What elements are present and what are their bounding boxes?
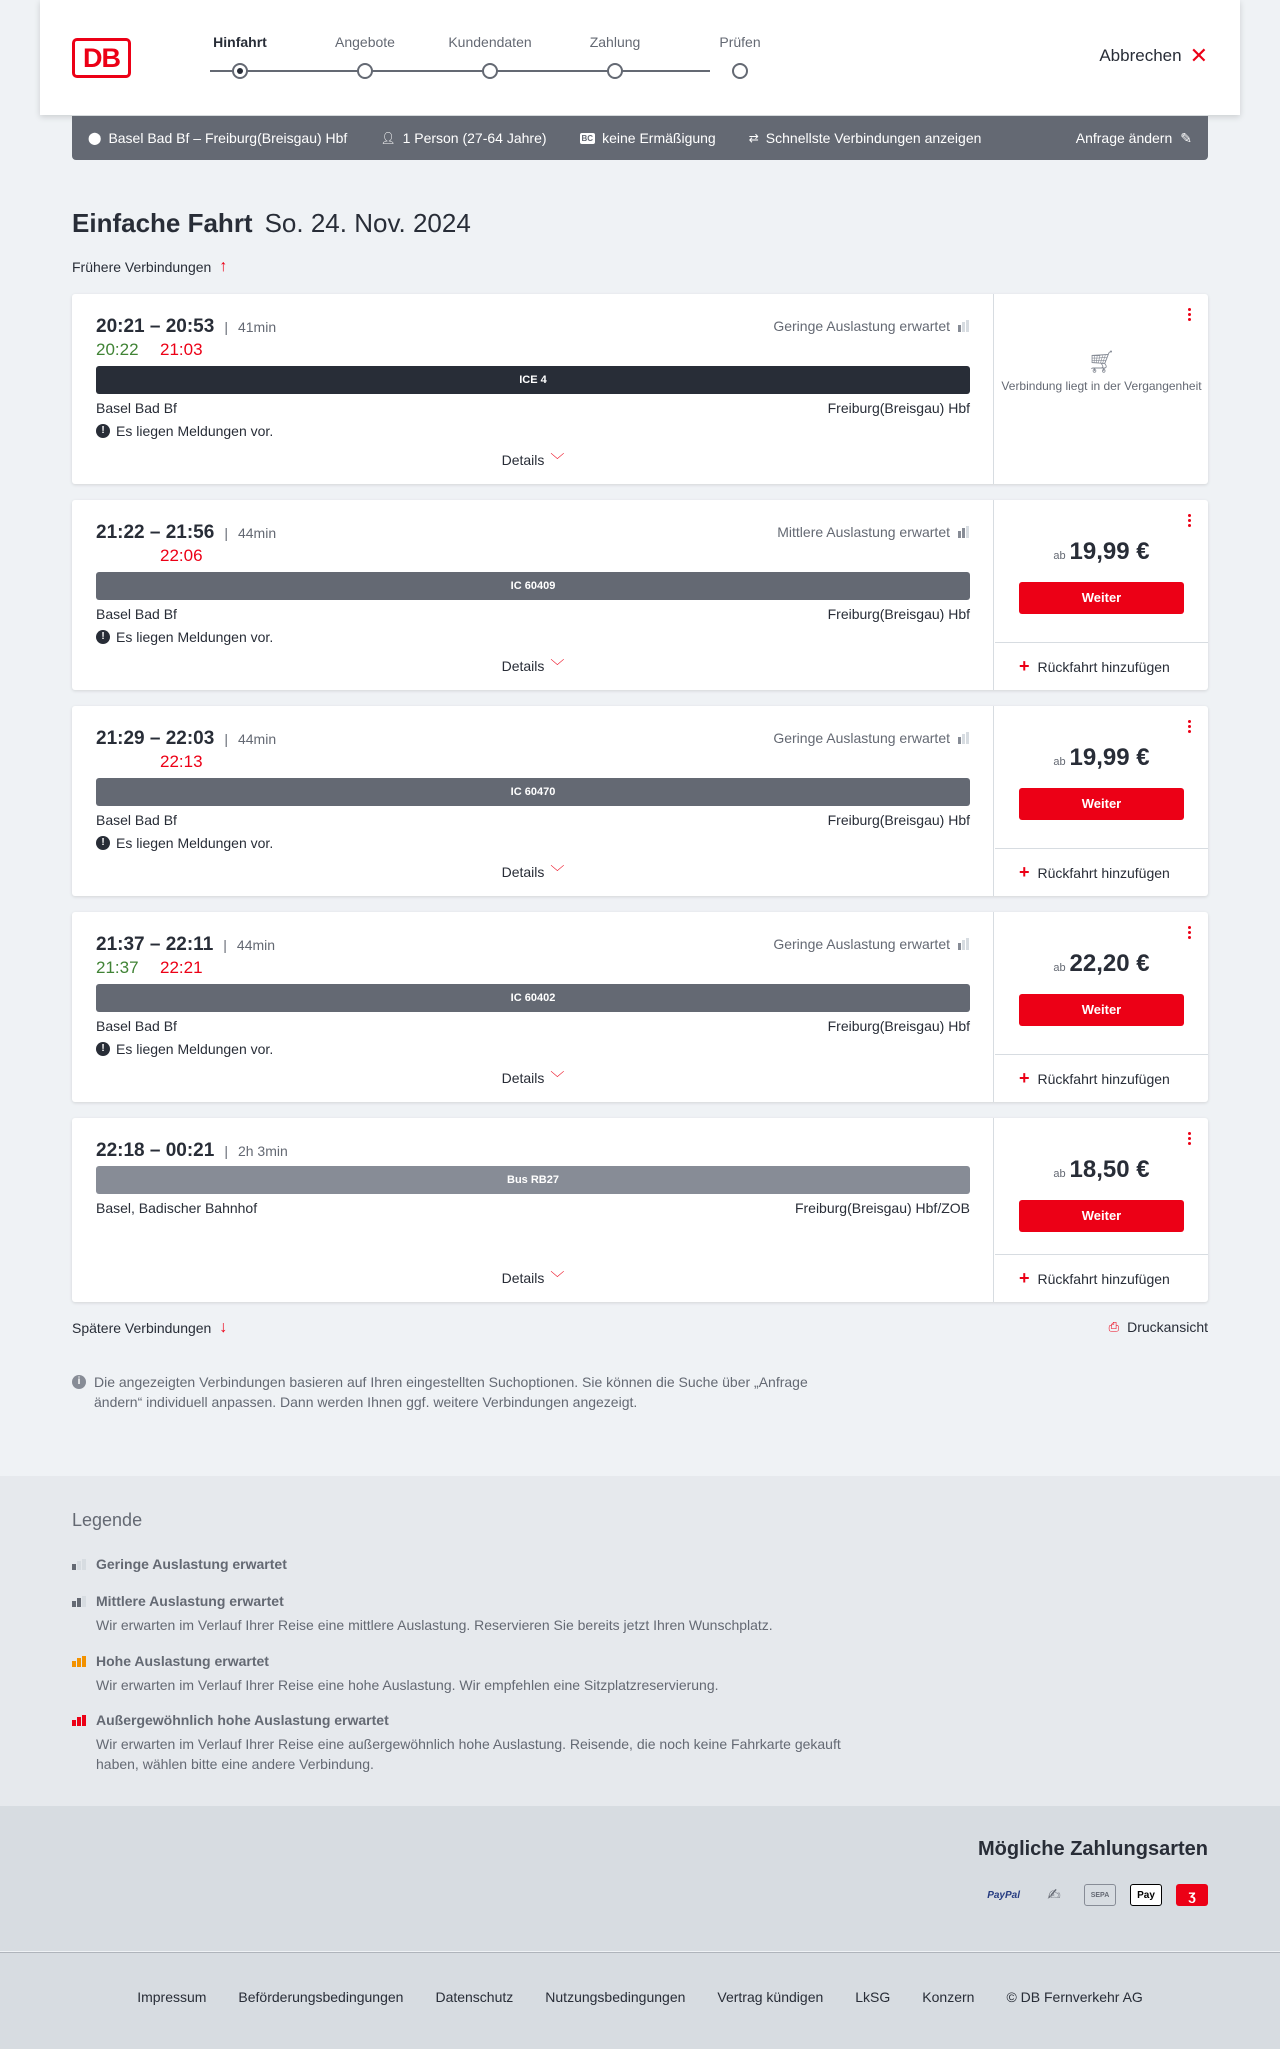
realtime-departure: 21:37 — [96, 958, 139, 977]
load-indicator — [773, 936, 969, 952]
offer-panel — [995, 294, 1208, 484]
trip-type: Einfache Fahrt — [72, 208, 253, 238]
load-text: Geringe Auslastung erwartet — [773, 730, 950, 746]
origin-station: Basel Bad Bf — [96, 1018, 177, 1034]
plus-icon: + — [1019, 1068, 1030, 1088]
duration: 44min — [236, 937, 276, 953]
duration: 2h 3min — [237, 1143, 288, 1159]
duration: 44min — [237, 731, 277, 747]
details-toggle[interactable] — [72, 656, 994, 676]
low-load-icon — [958, 320, 969, 332]
info-text: Die angezeigten Verbindungen basieren auf Ihren eingestellten Suchoptionen. Sie können die Suche über „Anfrage ändern“ individuell anpassen. Dann werden Ihnen ggf. weitere Verbindungen angezeigt. — [94, 1374, 808, 1410]
fastest-summary — [749, 130, 982, 146]
search-summary-bar — [72, 116, 1208, 160]
legend-item — [72, 1593, 852, 1635]
legend-item-description: Wir erwarten im Verlauf Ihrer Reise eine hohe Auslastung. Wir empfehlen eine Sitzplatzreservierung. — [96, 1677, 719, 1693]
train-bar[interactable]: IC 60402 — [96, 984, 970, 1012]
stations — [96, 1200, 970, 1216]
footer-link-befoerderungsbedingungen[interactable]: Beförderungsbedingungen — [238, 1989, 404, 2005]
planned-times: 20:21 – 20:53 — [96, 316, 215, 337]
price-prefix: ab — [1053, 756, 1066, 768]
origin-station: Basel, Badischer Bahnhof — [96, 1200, 258, 1216]
step-dot — [357, 63, 373, 79]
realtime-times — [96, 546, 203, 566]
later-label: Spätere Verbindungen — [72, 1320, 212, 1336]
more-options-icon[interactable] — [1188, 926, 1192, 939]
offer-panel — [995, 912, 1208, 1102]
connection-times — [96, 728, 276, 750]
footer-link-datenschutz[interactable]: Datenschutz — [435, 1989, 514, 2005]
details-label: Details — [501, 452, 545, 468]
chevron-down-icon: ﹀ — [550, 1070, 565, 1086]
plus-icon: + — [1019, 862, 1030, 882]
medium-load-icon — [72, 1596, 88, 1607]
details-toggle[interactable] — [72, 1268, 994, 1288]
info-icon: i — [72, 1375, 86, 1389]
legend-item-description: Wir erwarten im Verlauf Ihrer Reise eine mittlere Auslastung. Reservieren Sie bereits jetzt Ihren Wunschplatz. — [96, 1617, 773, 1633]
return-label: Rückfahrt hinzufügen — [1037, 864, 1170, 881]
discount-text: keine Ermäßigung — [602, 130, 716, 146]
add-return-button[interactable] — [995, 848, 1208, 896]
more-options-icon[interactable] — [1188, 1132, 1192, 1145]
connection-card — [72, 1118, 1208, 1302]
chevron-down-icon: ﹀ — [550, 864, 565, 880]
destination-station: Freiburg(Breisgau) Hbf — [827, 400, 970, 416]
chevron-down-icon: ﹀ — [550, 452, 565, 468]
alert-icon: ! — [96, 630, 110, 644]
direct-debit-icon: ✍ — [1047, 1887, 1061, 1904]
duration: 44min — [237, 525, 277, 541]
origin-station: Basel Bad Bf — [96, 812, 177, 828]
footer-link-lksg[interactable]: LkSG — [855, 1989, 891, 2005]
stations — [96, 400, 970, 416]
step-pruefen — [680, 34, 800, 54]
details-label: Details — [501, 1270, 545, 1286]
more-options-icon[interactable] — [1188, 308, 1192, 321]
connection-card — [72, 912, 1208, 1102]
route-summary — [88, 130, 347, 146]
low-load-icon — [958, 938, 969, 950]
destination-station: Freiburg(Breisgau) Hbf — [827, 1018, 970, 1034]
step-angebote — [305, 34, 425, 54]
stations — [96, 606, 970, 622]
step-label: Prüfen — [719, 34, 761, 50]
stepper-line — [210, 70, 710, 72]
planned-times: 21:37 – 22:11 — [96, 934, 214, 955]
page-title — [72, 208, 471, 239]
connection-info — [72, 706, 994, 896]
payment-title: Mögliche Zahlungsarten — [977, 1838, 1208, 1860]
price — [995, 538, 1208, 566]
legend-section — [0, 1476, 1280, 1806]
pencil-icon: ✎ — [1180, 129, 1192, 146]
person-icon: 👤︎ — [380, 131, 396, 145]
message-text: Es liegen Meldungen vor. — [116, 1041, 274, 1057]
divider: | — [224, 525, 228, 541]
swap-arrows-icon: ⇄ — [748, 131, 759, 145]
booking-header — [40, 0, 1240, 115]
payment-methods-section — [0, 1806, 1280, 1951]
legend-item-title: Außergewöhnlich hohe Auslastung erwartet — [96, 1712, 389, 1728]
copyright: © DB Fernverkehr AG — [1006, 1989, 1143, 2005]
alert-icon: ! — [96, 1042, 110, 1056]
connection-times — [96, 316, 276, 338]
destination-station: Freiburg(Breisgau) Hbf/ZOB — [794, 1200, 970, 1216]
past-text: Verbindung liegt in der Vergangenheit — [1001, 379, 1202, 393]
price-amount: 18,50 € — [1069, 1156, 1150, 1183]
legend-item-title: Geringe Auslastung erwartet — [96, 1556, 287, 1572]
print-label: Druckansicht — [1127, 1319, 1208, 1335]
planned-times: 21:29 – 22:03 — [96, 728, 215, 749]
plus-icon: + — [1019, 656, 1030, 676]
load-text: Geringe Auslastung erwartet — [773, 936, 950, 952]
chevron-down-icon: ﹀ — [550, 658, 565, 674]
footer-link-nutzungsbedingungen[interactable]: Nutzungsbedingungen — [545, 1989, 686, 2005]
search-info-note — [72, 1372, 852, 1412]
destination-station: Freiburg(Breisgau) Hbf — [827, 812, 970, 828]
footer-links — [0, 1989, 1280, 2005]
disruption-message — [96, 1041, 273, 1057]
more-options-icon[interactable] — [1188, 514, 1192, 527]
step-kundendaten — [430, 34, 550, 54]
earlier-connections-link[interactable] — [72, 258, 227, 276]
fastest-text: Schnellste Verbindungen anzeigen — [765, 130, 982, 146]
step-dot — [732, 63, 748, 79]
details-toggle[interactable] — [72, 450, 994, 470]
trip-date: So. 24. Nov. 2024 — [264, 208, 471, 238]
step-dot — [607, 63, 623, 79]
alert-icon: ! — [96, 836, 110, 850]
high-load-icon — [72, 1656, 88, 1667]
train-bar[interactable]: Bus RB27 — [96, 1166, 970, 1194]
step-label: Hinfahrt — [213, 34, 267, 50]
planned-times: 21:22 – 21:56 — [96, 522, 215, 543]
travellers-summary — [380, 130, 546, 146]
arrow-up-icon: ↑ — [219, 258, 228, 275]
connection-info — [72, 500, 994, 690]
legend-item-title: Hohe Auslastung erwartet — [96, 1653, 269, 1669]
plus-icon: + — [1019, 1268, 1030, 1288]
footer-link-vertrag-kuendigen[interactable]: Vertrag kündigen — [717, 1989, 824, 2005]
offer-panel — [995, 1118, 1208, 1302]
origin-station: Basel Bad Bf — [96, 400, 177, 416]
price-amount: 19,99 € — [1069, 744, 1150, 771]
price-amount: 19,99 € — [1069, 538, 1150, 565]
connection-card — [72, 500, 1208, 690]
realtime-arrival: 21:03 — [160, 340, 203, 359]
divider: | — [224, 1143, 228, 1159]
step-label: Kundendaten — [448, 34, 532, 50]
origin-station: Basel Bad Bf — [96, 606, 177, 622]
details-toggle[interactable] — [72, 1068, 994, 1088]
message-text: Es liegen Meldungen vor. — [116, 835, 274, 851]
alert-icon: ! — [96, 424, 110, 438]
continue-button[interactable]: Weiter — [1019, 994, 1184, 1026]
realtime-arrival: 22:21 — [160, 958, 203, 977]
details-label: Details — [501, 1070, 545, 1086]
legend-item-description: Wir erwarten im Verlauf Ihrer Reise eine außergewöhnlich hohe Auslastung. Reisende, die noch keine Fahrkarte gekauft haben, wählen bitte eine andere Verbindung. — [96, 1736, 841, 1772]
cancel-button[interactable] — [1099, 43, 1208, 68]
details-label: Details — [501, 658, 545, 674]
disruption-message — [96, 629, 273, 645]
price-amount: 22,20 € — [1069, 950, 1150, 977]
earlier-label: Frühere Verbindungen — [72, 259, 212, 275]
train-bar[interactable]: IC 60409 — [96, 572, 970, 600]
destination-station: Freiburg(Breisgau) Hbf — [827, 606, 970, 622]
return-label: Rückfahrt hinzufügen — [1037, 1270, 1170, 1287]
footer-link-impressum[interactable]: Impressum — [137, 1989, 207, 2005]
discount-summary — [580, 130, 716, 146]
price — [995, 1156, 1208, 1184]
past-connection-note — [995, 349, 1208, 394]
message-text: Es liegen Meldungen vor. — [116, 629, 274, 645]
realtime-arrival: 22:13 — [160, 752, 203, 771]
continue-button[interactable]: Weiter — [1019, 788, 1184, 820]
bahn-bonus-icon: ʒ — [1176, 1884, 1208, 1906]
progress-stepper — [180, 34, 761, 84]
connection-card — [72, 706, 1208, 896]
details-toggle[interactable] — [72, 862, 994, 882]
realtime-departure: 20:22 — [96, 340, 139, 359]
offer-panel — [995, 500, 1208, 690]
step-label: Zahlung — [589, 34, 641, 50]
price-prefix: ab — [1053, 550, 1066, 562]
connection-times — [96, 1140, 288, 1162]
load-indicator — [773, 730, 969, 746]
price — [995, 744, 1208, 772]
change-request-label: Anfrage ändern — [1075, 130, 1173, 146]
disruption-message — [96, 423, 273, 439]
chevron-down-icon: ﹀ — [550, 1270, 565, 1286]
footer-link-konzern[interactable]: Konzern — [922, 1989, 975, 2005]
connection-times — [96, 522, 276, 544]
realtime-times — [96, 958, 203, 978]
legend-title: Legende — [72, 1510, 143, 1530]
stations — [96, 1018, 970, 1034]
connection-card — [72, 294, 1208, 484]
sepa-icon: SEPA — [1084, 1884, 1116, 1906]
low-load-icon — [72, 1559, 88, 1570]
db-logo[interactable]: DB — [72, 38, 131, 78]
medium-load-icon — [958, 526, 969, 538]
very-high-load-icon — [72, 1715, 88, 1726]
apple-pay-icon: Pay — [1130, 1884, 1162, 1906]
continue-button[interactable]: Weiter — [1019, 582, 1184, 614]
price-prefix: ab — [1053, 962, 1066, 974]
printer-icon: ⎙ — [1108, 1319, 1120, 1334]
load-indicator — [773, 318, 969, 334]
planned-times: 22:18 – 00:21 — [96, 1140, 215, 1161]
divider: | — [223, 937, 227, 953]
message-text: Es liegen Meldungen vor. — [116, 423, 274, 439]
price-prefix: ab — [1053, 1168, 1066, 1180]
stations — [96, 812, 970, 828]
connection-times — [96, 934, 275, 956]
train-bar[interactable]: ICE 4 — [96, 366, 970, 394]
step-label: Angebote — [335, 34, 395, 50]
connection-info — [72, 912, 994, 1102]
legend-item — [72, 1653, 852, 1695]
realtime-times — [96, 340, 203, 360]
load-text: Geringe Auslastung erwartet — [773, 318, 950, 334]
duration: 41min — [237, 319, 277, 335]
step-dot — [482, 63, 498, 79]
step-zahlung — [555, 34, 675, 54]
arrow-down-icon: ↓ — [219, 1319, 228, 1336]
legend-item — [72, 1556, 852, 1572]
step-dot-active — [232, 63, 248, 79]
bahncard-icon: BC — [581, 133, 594, 143]
legend-item — [72, 1712, 852, 1774]
step-hinfahrt — [180, 34, 300, 54]
return-label: Rückfahrt hinzufügen — [1037, 658, 1170, 675]
add-return-button[interactable] — [995, 642, 1208, 690]
details-label: Details — [501, 864, 545, 880]
realtime-times — [96, 752, 203, 772]
payment-icons — [983, 1884, 1208, 1906]
later-connections-link[interactable] — [72, 1319, 227, 1337]
realtime-arrival: 22:06 — [160, 546, 203, 565]
offer-panel — [995, 706, 1208, 896]
location-pin-icon: ⬤ — [88, 131, 102, 145]
divider: | — [224, 731, 228, 747]
continue-button[interactable]: Weiter — [1019, 1200, 1184, 1232]
connection-info — [72, 294, 994, 484]
connection-info — [72, 1118, 994, 1302]
footer — [0, 1952, 1280, 2049]
route-text: Basel Bad Bf – Freiburg(Breisgau) Hbf — [108, 130, 348, 146]
more-options-icon[interactable] — [1188, 720, 1192, 733]
add-return-button[interactable] — [995, 1254, 1208, 1302]
price — [995, 950, 1208, 978]
train-bar[interactable]: IC 60470 — [96, 778, 970, 806]
cart-unavailable-icon: 🛒︎ — [1087, 349, 1116, 374]
change-request-button[interactable] — [1076, 130, 1192, 147]
add-return-button[interactable] — [995, 1054, 1208, 1102]
close-icon: ✕ — [1189, 43, 1208, 68]
return-label: Rückfahrt hinzufügen — [1037, 1070, 1170, 1087]
low-load-icon — [958, 732, 969, 744]
print-view-link[interactable] — [1109, 1319, 1208, 1335]
divider: | — [224, 319, 228, 335]
travellers-text: 1 Person (27-64 Jahre) — [402, 130, 547, 146]
load-indicator — [777, 524, 969, 540]
cancel-label: Abbrechen — [1099, 46, 1182, 65]
paypal-icon: PayPal — [987, 1889, 1020, 1901]
load-text: Mittlere Auslastung erwartet — [777, 524, 950, 540]
disruption-message — [96, 835, 273, 851]
legend-item-title: Mittlere Auslastung erwartet — [96, 1593, 284, 1609]
